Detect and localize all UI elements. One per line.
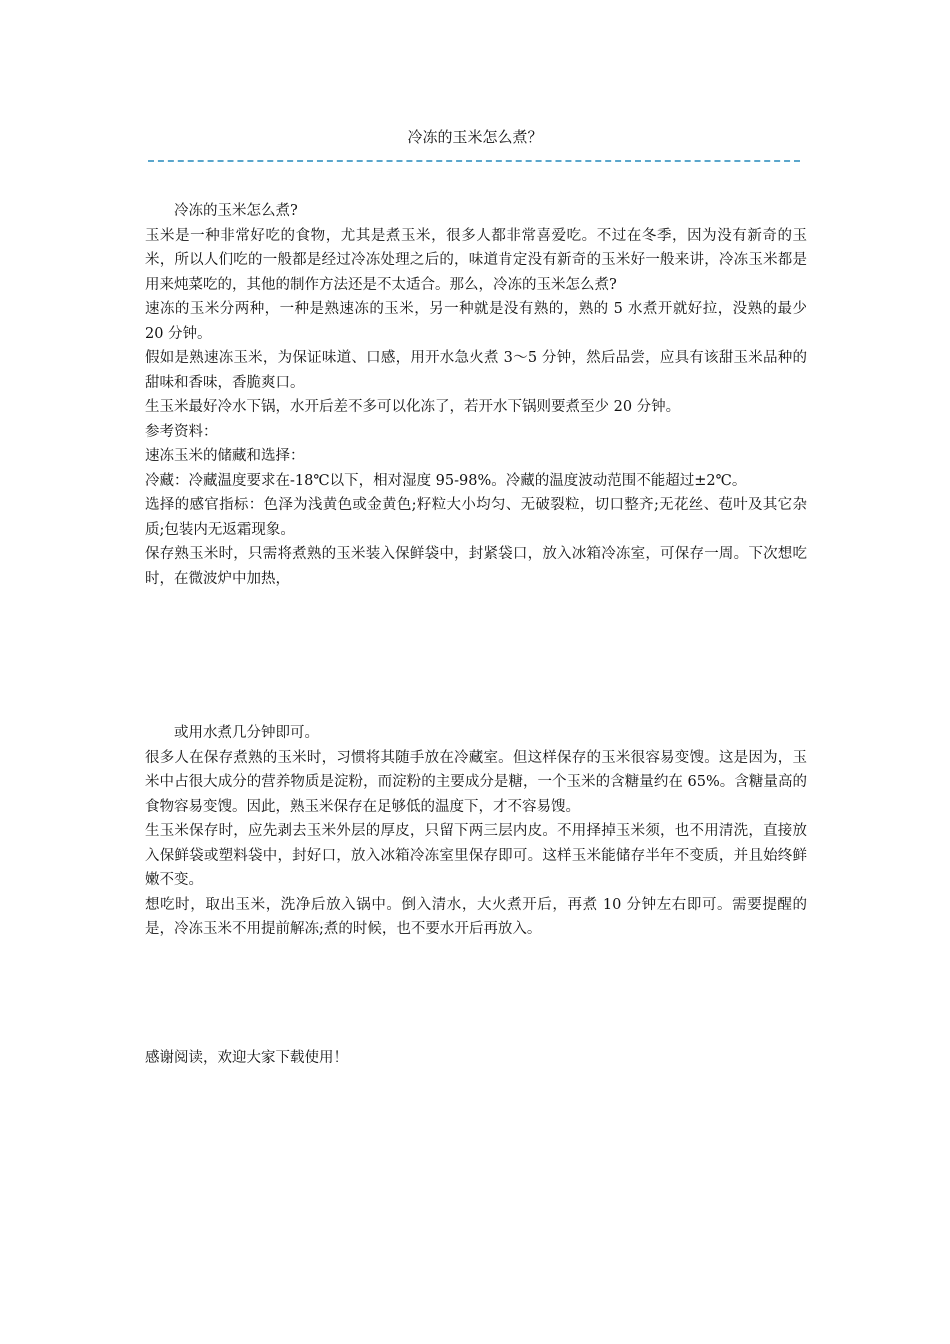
paragraph-two-types: 速冻的玉米分两种，一种是熟速冻的玉米，另一种就是没有熟的，熟的 5 水煮开就好拉，没熟的最少 20 分钟。	[145, 301, 807, 342]
paragraph-store-cooked: 保存熟玉米时，只需将煮熟的玉米装入保鲜袋中，封紧袋口，放入冰箱冷冻室，可保存一周。下次想吃时，在微波炉中加热，	[145, 546, 807, 587]
paragraph-question: 冷冻的玉米怎么煮?	[174, 203, 298, 219]
paragraph-cold-storage: 冷藏：冷藏温度要求在-18℃以下，相对湿度 95-98%。冷藏的温度波动范围不能超过±2℃。	[145, 472, 747, 489]
paragraph-storage-heading: 速冻玉米的储藏和选择：	[145, 448, 305, 464]
paragraph-store-raw: 生玉米保存时，应先剥去玉米外层的厚皮，只留下两三层内皮。不用择掉玉米须，也不用清洗，直接放入保鲜袋或塑料袋中，封好口，放入冰箱冷冻室里保存即可。这样玉米能储存半年不变质，并且始终鲜嫩不变。	[145, 823, 807, 888]
section-2	[145, 721, 807, 942]
paragraph-raw-corn: 生玉米最好冷水下锅，水开后差不多可以化冻了，若开水下锅则要煮至少 20 分钟。	[145, 399, 681, 415]
paragraph-cooked-frozen: 假如是熟速冻玉米，为保证味道、口感，用开水急火煮 3～5 分钟，然后品尝，应具有该甜玉米品种的甜味和香味，香脆爽口。	[145, 350, 807, 391]
paragraph-reheat: 或用水煮几分钟即可。	[174, 725, 319, 741]
closing-line: 感谢阅读，欢迎大家下载使用！	[145, 1050, 348, 1066]
section-1	[145, 199, 807, 591]
paragraph-sensory-indicators: 选择的感官指标：色泽为浅黄色或金黄色;籽粒大小均匀、无破裂粒，切口整齐;无花丝、苞叶及其它杂质;包装内无返霜现象。	[145, 497, 807, 538]
title-dashed-divider	[148, 160, 800, 162]
document-title: 冷冻的玉米怎么煮？	[407, 128, 543, 146]
paragraph-spoilage: 很多人在保存煮熟的玉米时，习惯将其随手放在冷藏室。但这样保存的玉米很容易变馊。这是因为，玉米中占很大成分的营养物质是淀粉，而淀粉的主要成分是糖，一个玉米的含糖量约在 65%。含糖量高的食物容易变馊。因此，熟玉米保存在足够低的温度下，才不容易馊。	[145, 749, 807, 815]
paragraph-references-heading: 参考资料：	[145, 423, 218, 440]
paragraph-intro: 玉米是一种非常好吃的食物，尤其是煮玉米，很多人都非常喜爱吃。不过在冬季，因为没有新奇的玉米，所以人们吃的一般都是经过冷冻处理之后的，味道肯定没有新奇的玉米好一般来讲，冷冻玉米都是用来炖菜吃的，其他的制作方法还是不太适合。那么，冷冻的玉米怎么煮?	[145, 227, 807, 293]
closing-section	[145, 1046, 807, 1071]
paragraph-cooking-frozen: 想吃时，取出玉米，洗净后放入锅中。倒入清水，大火煮开后，再煮 10 分钟左右即可。需要提醒的是，冷冻玉米不用提前解冻;煮的时候，也不要水开后再放入。	[145, 896, 807, 937]
